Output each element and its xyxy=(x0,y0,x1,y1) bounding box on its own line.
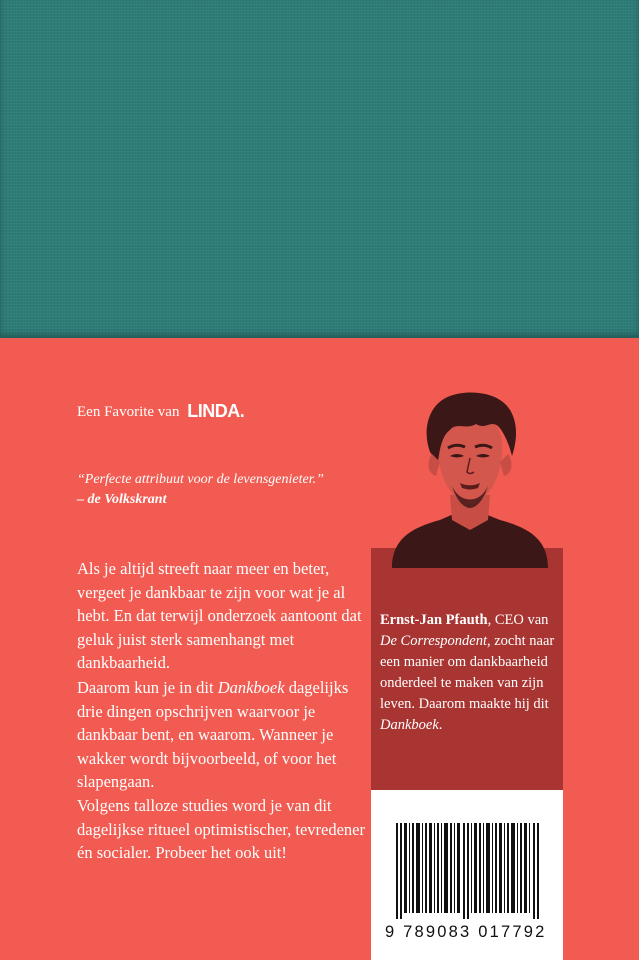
cloth-spine-area xyxy=(0,0,639,338)
book-title-inline: Dankboek xyxy=(380,717,439,733)
favorite-line xyxy=(77,400,244,421)
publication-name: De Correspondent xyxy=(380,633,487,649)
barcode-icon xyxy=(396,823,541,919)
press-quote xyxy=(77,470,324,510)
blurb-paragraph-1: Als je altijd streeft naar meer en beter, vergeet je dankbaar te zijn voor wat je al hebt. En dat terwijl onderzoek aantoont dat geluk juist sterk samenhangt met dankbaarheid. xyxy=(77,559,362,672)
blurb-text: dagelijks drie dingen opschrijven waarvoor je dankbaar bent, en waarom. Wanneer je wakker wordt bijvoorbeeld, of voor het slapengaan. xyxy=(77,678,349,791)
linda-logo: LINDA. xyxy=(187,401,245,421)
bio-text: , zocht naar een manier om dankbaarheid onderdeel te maken van zijn leven. Daarom maakte hij dit xyxy=(380,633,555,712)
blurb-paragraph-2 xyxy=(77,676,377,794)
favorite-prefix: Een Favorite van xyxy=(77,404,180,420)
bio-text: . xyxy=(438,717,443,733)
book-title-inline: Dankboek xyxy=(217,678,285,697)
author-portrait-illustration xyxy=(380,390,560,568)
author-bio xyxy=(380,610,560,736)
quote-source: – de Volkskrant xyxy=(77,492,167,507)
blurb-paragraph-3: Volgens talloze studies word je van dit dagelijkse ritueel optimistischer, tevredener én socialer. Probeer het ook uit! xyxy=(77,796,365,862)
author-bio-box xyxy=(371,548,563,790)
bio-text: , CEO van xyxy=(487,612,549,628)
author-name: Ernst-Jan Pfauth xyxy=(380,612,488,628)
barcode-area xyxy=(371,790,563,960)
blurb-text: Daarom kun je in dit xyxy=(77,678,218,697)
quote-text: “Perfecte attribuut voor de levensgenieter.” xyxy=(77,472,324,487)
isbn-number: 9 789083 017792 xyxy=(385,923,547,941)
